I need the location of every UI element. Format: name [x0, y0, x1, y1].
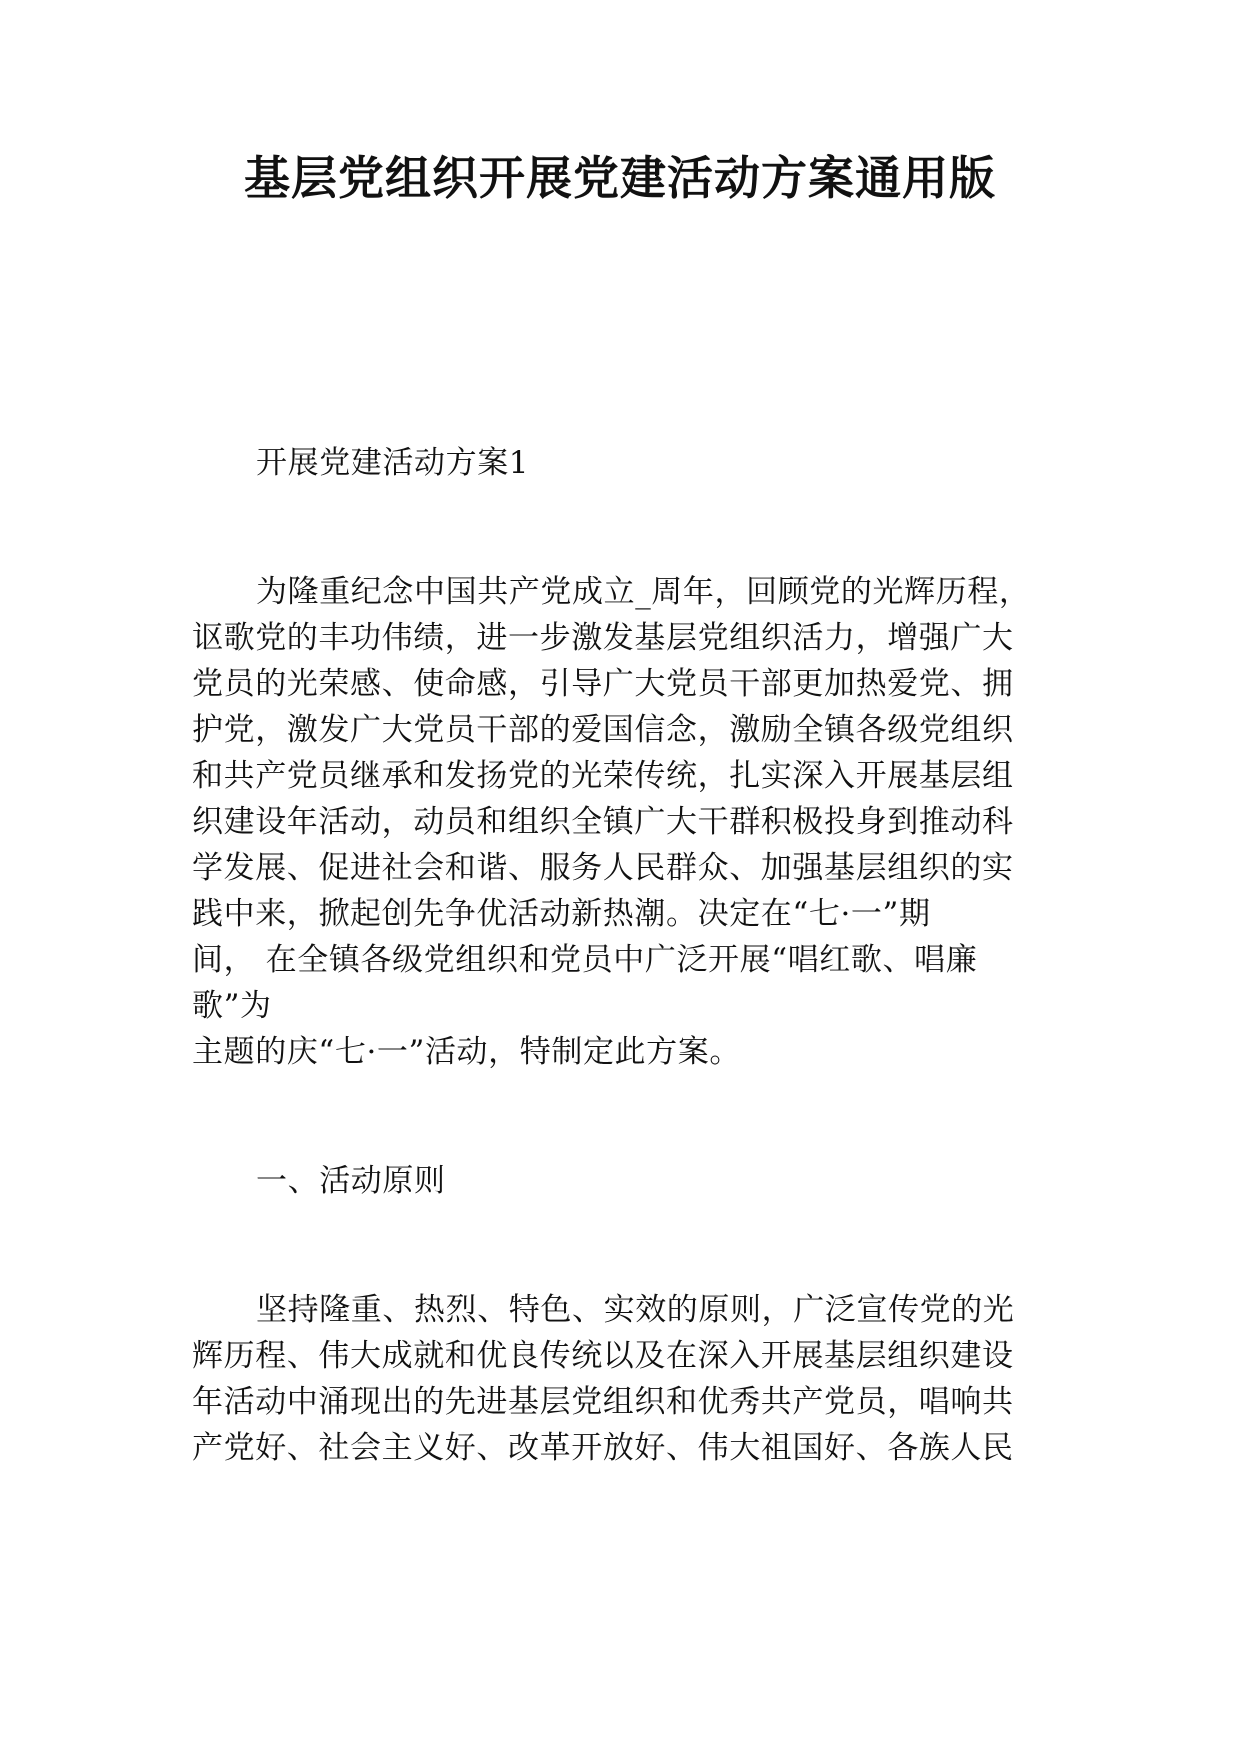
- paragraph-line: 坚持隆重、热烈、特色、实效的原则，广泛宣传党的光: [256, 1292, 1015, 1328]
- paragraph-2: [192, 1287, 1062, 1471]
- section-heading: 一、活动原则: [256, 1163, 446, 1199]
- paragraph-line: 歌”为: [192, 988, 272, 1024]
- paragraph-line: 主题的庆“七·一”活动，特制定此方案。: [192, 1034, 741, 1070]
- paragraph-line: 年活动中涌现出的先进基层党组织和优秀共产党员，唱响共: [192, 1384, 1014, 1420]
- paragraph-line: 学发展、促进社会和谐、服务人民群众、加强基层组织的实: [192, 850, 1014, 886]
- paragraph-line: 辉历程、伟大成就和优良传统以及在深入开展基层组织建设: [192, 1338, 1014, 1374]
- paragraph-line: 和共产党员继承和发扬党的光荣传统，扎实深入开展基层组: [192, 758, 1014, 794]
- document-body: [192, 440, 1062, 1471]
- paragraph-line: 讴歌党的丰功伟绩，进一步激发基层党组织活力，增强广大: [192, 620, 1014, 656]
- paragraph-line: 织建设年活动，动员和组织全镇广大干群积极投身到推动科: [192, 804, 1014, 840]
- paragraph-1: [192, 569, 1062, 1075]
- paragraph-line: 践中来，掀起创先争优活动新热潮。决定在“七·一”期: [192, 896, 931, 932]
- document-title: 基层党组织开展党建活动方案通用版: [244, 151, 996, 205]
- paragraph-line: 护党，激发广大党员干部的爱国信念，激励全镇各级党组织: [192, 712, 1014, 748]
- paragraph-line: 党员的光荣感、使命感，引导广大党员干部更加热爱党、拥: [192, 666, 1014, 702]
- paragraph-line: 产党好、社会主义好、改革开放好、伟大祖国好、各族人民: [192, 1430, 1014, 1466]
- paragraph-line: 间， 在全镇各级党组织和党员中广泛开展“唱红歌、唱廉: [192, 942, 978, 978]
- paragraph-line: 为隆重纪念中国共产党成立_周年，回顾党的光辉历程，: [256, 574, 1031, 610]
- subtitle: 开展党建活动方案1: [256, 445, 530, 481]
